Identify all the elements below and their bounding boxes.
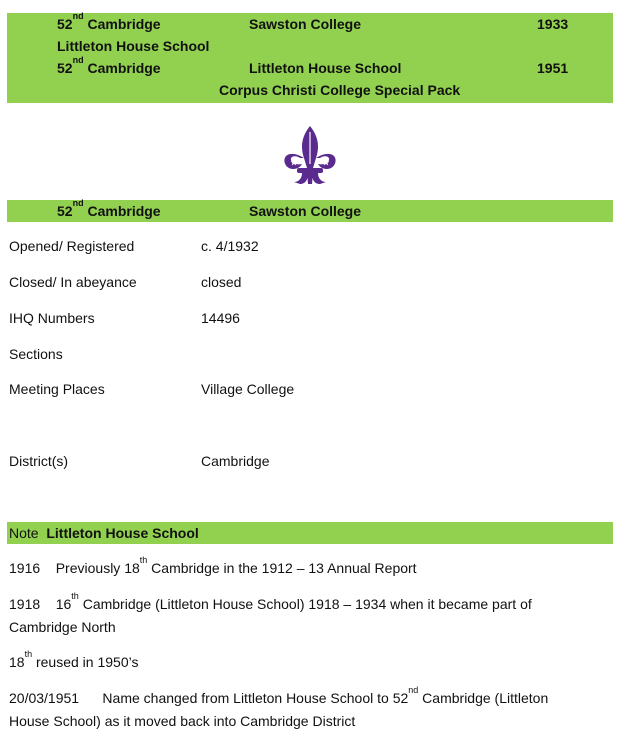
group-number: 52	[57, 203, 73, 219]
note-text-a: 16	[55, 596, 72, 612]
banner-row-1-group	[57, 11, 161, 32]
banner-row-3-name: Littleton House School	[249, 60, 402, 76]
note-text-b: Cambridge in the 1912 – 13 Annual Report	[147, 560, 417, 576]
note-text-b: reused in 1950’s	[32, 654, 139, 670]
section-group	[57, 198, 161, 219]
field-value: Cambridge	[201, 453, 270, 469]
note-1951	[9, 685, 549, 706]
fleur-de-lis-icon	[280, 124, 340, 186]
group-district: Cambridge	[87, 203, 161, 219]
note-year: 1916	[9, 560, 41, 576]
group-district: Cambridge	[87, 16, 161, 32]
note-1951-cont: House School) as it moved back into Cambridge District	[9, 713, 356, 729]
section-header	[7, 200, 613, 222]
ordinal-suffix: nd	[72, 55, 84, 65]
note-18th-reused	[9, 649, 139, 670]
field-label: District(s)	[9, 453, 69, 469]
banner-row-4-center: Corpus Christi College Special Pack	[219, 82, 461, 98]
note-year: 1918	[9, 596, 41, 612]
ordinal-suffix: th	[71, 591, 79, 601]
ordinal-suffix: nd	[72, 11, 84, 21]
note-1918-cont: Cambridge North	[9, 619, 116, 635]
field-label: Closed/ In abeyance	[9, 274, 137, 290]
note-text-a: Name changed from Littleton House School to 52	[102, 690, 409, 706]
note-1918	[9, 591, 532, 612]
group-district: Cambridge	[87, 60, 161, 76]
note-text-b: Cambridge (Littleton	[418, 690, 549, 706]
ordinal-suffix: nd	[72, 198, 84, 208]
field-label: Sections	[9, 346, 63, 362]
group-number: 52	[57, 60, 73, 76]
note-text-a: 18	[9, 654, 25, 670]
note-title: Littleton House School	[46, 525, 199, 541]
field-value: 14496	[201, 310, 240, 326]
banner-row-3-year: 1951	[537, 60, 569, 76]
ordinal-suffix: nd	[408, 685, 419, 695]
ordinal-suffix: th	[139, 555, 148, 565]
group-number: 52	[57, 16, 73, 32]
banner-row-1-name: Sawston College	[249, 16, 362, 32]
field-value: closed	[201, 274, 242, 290]
field-label: Opened/ Registered	[9, 238, 135, 254]
field-value: Village College	[201, 381, 295, 397]
field-value: c. 4/1932	[201, 238, 259, 254]
section-name: Sawston College	[249, 203, 362, 219]
field-label: Meeting Places	[9, 381, 105, 397]
banner-row-1-year: 1933	[537, 16, 569, 32]
ordinal-suffix: th	[24, 649, 33, 659]
note-date: 20/03/1951	[9, 690, 80, 706]
banner-row-2-sub: Littleton House School	[57, 38, 210, 54]
note-1916	[9, 555, 417, 576]
note-header	[7, 522, 613, 544]
note-text-b: Cambridge (Littleton House School) 1918 – 1934 when it became part of	[78, 596, 532, 612]
banner-row-3-group	[57, 55, 161, 76]
note-text-a: Previously 18	[55, 560, 140, 576]
field-label: IHQ Numbers	[9, 310, 95, 326]
header-banner	[7, 13, 613, 103]
note-header-text	[9, 525, 199, 541]
note-prefix: Note	[9, 525, 39, 541]
